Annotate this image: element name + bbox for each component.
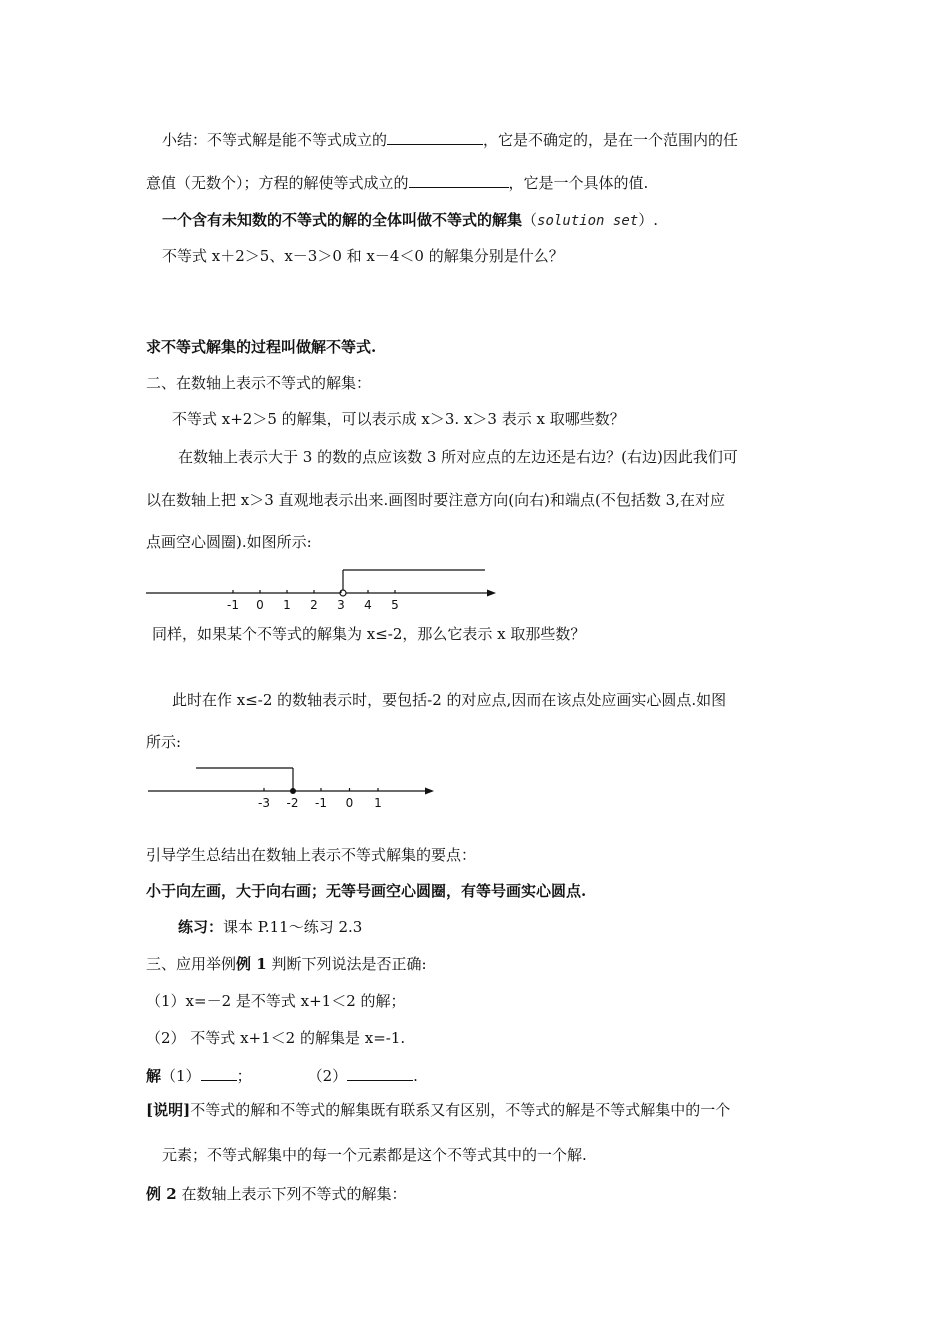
nl1-tick-label-2: 1 [283,598,291,612]
section-2b-p2: 此时在作 x≤-2 的数轴表示时，要包括-2 的对应点,因而在该点处应画实心圆点.如图 [172,691,727,709]
section-2-p3: 以在数轴上把 x＞3 直观地表示出来.画图时要注意方向(向右)和端点(不包括数 3,在对应 [146,491,725,509]
fill-blank-2[interactable] [409,172,509,188]
guide-text: 引导学生总结出在数轴上表示不等式解集的要点： [146,846,477,864]
example-1-item-1: （1）x=－2 是不等式 x+1＜2 的解； [146,992,406,1010]
nl1-tick-label-5: 4 [364,598,372,612]
summary-line-2: 意值（无数个）；方程的解使等式成立的 ，它是一个具体的值. [146,174,649,192]
section-2-p2: 在数轴上表示大于 3 的数的点应该数 3 所对应点的左边还是右边？(右边)因此我们可 [178,448,738,466]
answer-line: 解（1） ； （2） . [146,1067,418,1085]
note-line-1: [说明]不等式的解和不等式的解集既有联系又有区别，不等式的解是不等式解集中的一个 [146,1101,731,1119]
solve-definition: 求不等式解集的过程叫做解不等式. [146,338,377,356]
definition: 一个含有未知数的不等式的解的全体叫做不等式的解集（solution set）. [162,211,658,229]
answer-blank-1[interactable] [201,1065,237,1081]
note-line-2: 元素；不等式解集中的每一个元素都是这个不等式其中的一个解. [162,1146,587,1164]
nl1-tick-label-1: 0 [256,598,264,612]
section-2-p4: 点画空心圆圈).如图所示: [146,533,312,551]
nl1-tick-label-0: -1 [227,598,239,612]
nl2-tick-label-1: -2 [286,796,299,810]
section-3-heading: 三、应用举例例 1 判断下列说法是否正确: [146,955,427,973]
nl1-tick-label-4: 3 [337,598,345,612]
example-2: 例 2 在数轴上表示下列不等式的解集： [146,1185,407,1203]
nl2-tick-label-4: 1 [374,796,382,810]
section-2b-p3: 所示: [146,733,182,751]
nl1-tick-label-3: 2 [310,598,318,612]
number-line-x-gt-3 [140,560,510,620]
nl2-tick-label-2: -1 [315,796,327,810]
rule-text: 小于向左画，大于向右画；无等号画空心圆圈，有等号画实心圆点. [146,882,587,900]
nl2-tick-label-3: 0 [345,796,354,810]
practice: 练习：课本 P.11～练习 2.3 [178,918,363,936]
nl1-tick-label-6: 5 [391,598,399,612]
nl2-tick-label-0: -3 [258,796,270,810]
example-1-item-2: （2） 不等式 x+1＜2 的解集是 x=-1. [146,1029,406,1047]
question-1: 不等式 x＋2＞5、x－3＞0 和 x－4＜0 的解集分别是什么？ [162,247,564,265]
section-2-heading: 二、在数轴上表示不等式的解集： [146,374,372,392]
section-2-p1: 不等式 x+2＞5 的解集，可以表示成 x＞3. x＞3 表示 x 取哪些数？ [172,410,625,428]
answer-blank-2[interactable] [347,1065,413,1081]
number-line-x-le-neg2 [140,760,450,810]
section-2b-p1: 同样，如果某个不等式的解集为 x≤-2，那么它表示 x 取那些数？ [152,625,586,643]
summary-line-1: 小结：不等式解是能不等式成立的 ，它是不确定的，是在一个范围内的任 [162,131,739,149]
fill-blank-1[interactable] [387,129,483,145]
